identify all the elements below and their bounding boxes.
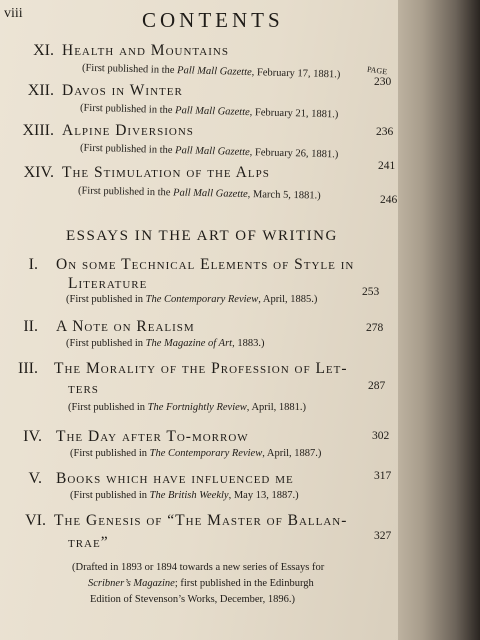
entry-number: XIV. bbox=[23, 164, 54, 181]
section-heading: ESSAYS IN THE ART OF WRITING bbox=[66, 228, 338, 244]
entry-number: XI. bbox=[33, 42, 54, 59]
entry-number: II. bbox=[23, 318, 38, 335]
entry-note: (First published in The Magazine of Art, 1883.) bbox=[66, 338, 265, 349]
entry-title-continued: Literature bbox=[68, 275, 148, 292]
entry-page: 230 bbox=[374, 76, 392, 88]
entry-number: III. bbox=[18, 360, 38, 377]
entry-note: (First published in The British Weekly, May 13, 1887.) bbox=[70, 490, 299, 501]
entry-note: (First published in the Pall Mall Gazette, March 5, 1881.) bbox=[77, 185, 321, 202]
page-edge-shadow bbox=[398, 0, 480, 640]
entry-number: XIII. bbox=[22, 122, 54, 139]
entry-title: Health and Mountains bbox=[62, 42, 229, 59]
entry-title: On some Technical Elements of Style in bbox=[56, 256, 355, 273]
entry-title: A Note on Realism bbox=[56, 318, 195, 335]
entry-number: IV. bbox=[23, 428, 42, 445]
entry-page: 253 bbox=[362, 286, 380, 298]
entry-title: Davos in Winter bbox=[62, 82, 183, 99]
entry-page: 302 bbox=[372, 430, 390, 442]
entry-page: 236 bbox=[376, 126, 394, 138]
entry-page: 246 bbox=[380, 194, 398, 206]
entry-page: 241 bbox=[378, 160, 396, 172]
entry-page: 327 bbox=[374, 530, 392, 542]
entry-note: (First published in the Pall Mall Gazette, February 17, 1881.) bbox=[81, 62, 341, 81]
page-heading: CONTENTS bbox=[142, 8, 284, 32]
entry-page: 278 bbox=[366, 322, 384, 334]
entry-note: Scribner’s Magazine; first published in the Edinburgh bbox=[88, 578, 314, 589]
entry-title: The Day after To-morrow bbox=[56, 428, 249, 445]
entry-note: (First published in the Pall Mall Gazette, February 26, 1881.) bbox=[79, 142, 339, 161]
entry-title: Alpine Diversions bbox=[62, 122, 194, 139]
entry-title-continued: trae” bbox=[68, 534, 109, 551]
entry-note: (First published in The Fortnightly Review, April, 1881.) bbox=[68, 402, 307, 413]
entry-page: 317 bbox=[374, 470, 392, 482]
entry-number: XII. bbox=[27, 82, 54, 99]
entry-title: Books which have influenced me bbox=[56, 470, 294, 487]
entry-note: (First published in the Pall Mall Gazette, February 21, 1881.) bbox=[79, 102, 339, 121]
entry-title: The Stimulation of the Alps bbox=[62, 164, 270, 181]
entry-number: I. bbox=[28, 256, 38, 273]
entry-note: Edition of Stevenson’s Works, December, 1896.) bbox=[90, 594, 296, 605]
entry-note: (Drafted in 1893 or 1894 towards a new series of Essays for bbox=[72, 562, 325, 573]
entry-title-continued: ters bbox=[68, 380, 99, 397]
entry-number: VI. bbox=[25, 512, 46, 529]
entry-note: (First published in The Contemporary Review, April, 1885.) bbox=[66, 294, 318, 305]
page-column-label: PAGE bbox=[366, 64, 388, 77]
entry-note: (First published in The Contemporary Review, April, 1887.) bbox=[70, 448, 322, 459]
page-number: viii bbox=[4, 6, 23, 21]
entry-page: 287 bbox=[368, 380, 386, 392]
entry-title: The Genesis of “The Master of Ballan- bbox=[54, 512, 348, 529]
entry-number: V. bbox=[28, 470, 42, 487]
entry-title: The Morality of the Profession of Let- bbox=[54, 360, 348, 377]
